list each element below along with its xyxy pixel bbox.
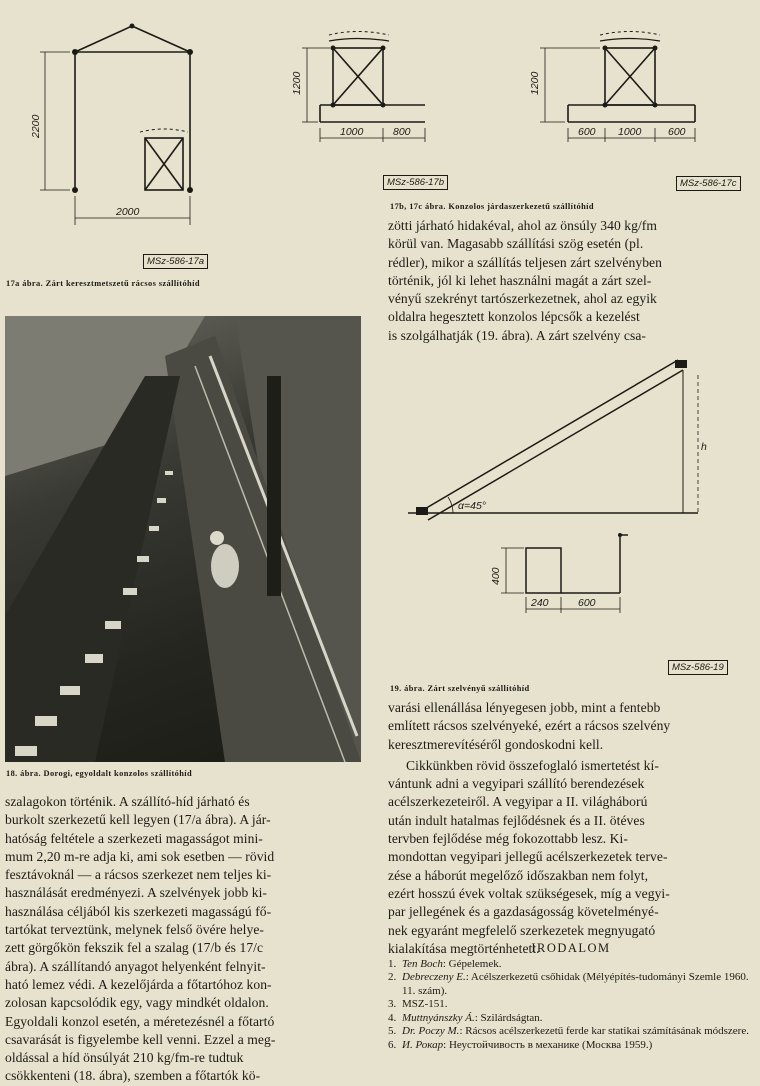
text-line: ezért hosszú évek voltak szükségesek, míg a vegyi-	[388, 885, 670, 901]
dim-240-label: 240	[531, 597, 549, 609]
ref-number: 2.	[388, 971, 397, 983]
text-line: mondottan vegyipari jellegű acélszerkezetek terve-	[388, 849, 668, 865]
reference-item	[388, 1012, 754, 1026]
text-line: nek egyaránt megfelelő szerkezetek megnyugató	[388, 922, 656, 938]
text-line: burkolt szerkezetű kell legyen (17/a ábra). A jár-	[5, 812, 271, 828]
dim-400-label: 400	[490, 567, 502, 585]
text-line: szalagokon történik. A szállító-híd járható és	[5, 794, 250, 809]
text-line: használását eredményezi. A szelvények jobb ki-	[5, 885, 267, 901]
left-column-text	[5, 793, 361, 1086]
text-line: után indult hatalmas fejlődésnek és a II. ötéves	[388, 812, 645, 828]
text-line: oldalra hegesztett konzolos lépcsők a kezelést	[388, 309, 640, 325]
angle-label: α=45°	[458, 500, 486, 512]
text-line: csavarását is figyelembe kell venni. Ezzel a meg-	[5, 1031, 276, 1047]
ref-author: Ten Boch	[402, 957, 443, 970]
ref-author: И. Рокар	[402, 1038, 444, 1051]
dim-a-label: 600	[578, 126, 596, 138]
text-line: zolosan kapcsolódik egy, vagy mindkét oldalon.	[5, 995, 269, 1011]
text-line: mum 2,20 m-re adja ki, ami sok esetben — rövid	[5, 848, 275, 864]
references-section	[388, 942, 754, 1052]
figure-17c-stamp: MSz-586-17c	[676, 176, 741, 191]
text-line: zötti járható hidakéval, ahol az önsúly 340 kg/fm	[388, 218, 657, 233]
dim-b-label: 800	[393, 126, 411, 138]
figure-17b-drawing	[285, 10, 455, 175]
figure-17c-drawing	[520, 10, 725, 175]
right-column-mid-text	[388, 699, 754, 958]
ref-text: MSZ-151.	[402, 998, 448, 1010]
dim-height-label: 2200	[30, 114, 42, 138]
text-line: hatóság feltétele a szerkezeti magasságot mini-	[5, 830, 263, 846]
text-line: Egyoldali konzol esetén, a méretezésnél a főtartó	[5, 1013, 275, 1029]
ref-number: 6.	[388, 1038, 397, 1051]
dim-height-label: 1200	[529, 71, 541, 95]
dim-a-label: 1000	[340, 126, 364, 138]
reference-item	[388, 971, 754, 998]
reference-item	[388, 1025, 754, 1039]
text-line: rédler), mikor a szállítás teljesen zárt szelvényben	[388, 254, 662, 270]
figure-17a-drawing	[20, 10, 270, 272]
figure-17a-stamp: MSz-586-17a	[143, 254, 208, 269]
ref-number: 3.	[388, 998, 397, 1010]
figure-17a-caption: 17a ábra. Zárt keresztmetszetű rácsos szállítóhíd	[6, 279, 200, 288]
text-line: acélszerkezeteiről. A vegyipar a II. világháború	[388, 794, 648, 810]
figure-19-caption: 19. ábra. Zárt szelvényű szállítóhíd	[390, 684, 530, 693]
text-line: említett rácsos szelvényeké, ezért a rácsos szelvény	[388, 718, 671, 734]
figure-18-caption: 18. ábra. Dorogi, egyoldalt konzolos szállítóhíd	[6, 769, 193, 778]
text-line: történik, jól ki lehet használni magát a zárt szel-	[388, 272, 652, 288]
dim-b-label: 1000	[618, 126, 642, 138]
figure-17bc-caption: 17b, 17c ábra. Konzolos járdaszerkezetű szállítóhíd	[390, 202, 594, 211]
ref-number: 1.	[388, 957, 397, 970]
text-line: vántunk adni a vegyipari szállító berendezések	[388, 776, 645, 792]
figure-18-photo	[5, 316, 361, 762]
dim-c-label: 600	[668, 126, 686, 138]
text-line: is szolgálhatják (19. ábra). A zárt szelvény csa-	[388, 327, 646, 343]
ref-author: Debreczeny E.	[402, 971, 466, 983]
reference-item	[388, 1039, 754, 1053]
text-line: fesztávoknál — a rácsos szerkezet nem teljes ki-	[5, 867, 272, 883]
text-line: tervben fejlődése még fokozottabb lesz. Ki-	[388, 831, 628, 847]
ref-text: : Acélszerkezetű csőhidak (Mélyépítés-tudományi Szemle 1960. 11. szám).	[402, 971, 749, 997]
text-line: kialakítása megtörténhetett.	[388, 940, 540, 956]
text-line: par jellegének és a gazdaságosság követelményé-	[388, 904, 659, 920]
text-line: használása céljából kis szerkezeti magasságú fő-	[5, 903, 272, 919]
text-line: oldással a híd önsúlyát 210 kg/fm-re tudtuk	[5, 1050, 244, 1066]
dim-height-label: 1200	[291, 71, 303, 95]
figure-19-drawing	[398, 355, 738, 630]
text-line: zett görgőkön fekszik fel a szalag (17/b és 17/c	[5, 940, 264, 956]
dim-600-label: 600	[578, 597, 596, 609]
text-line: keresztmerevítéséről gondoskodni kell.	[388, 736, 604, 752]
right-column-top-text	[388, 217, 754, 345]
ref-number: 5.	[388, 1025, 397, 1037]
text-line: körül van. Magasabb szállítási szög esetén (pl.	[388, 236, 644, 252]
reference-item	[388, 958, 754, 972]
ref-text: : Rácsos acélszerkezetű ferde kar statikai számításának módszere.	[459, 1025, 749, 1037]
ref-number: 4.	[388, 1011, 397, 1024]
text-line: ábra). A szállítandó anyagot helyenként felnyit-	[5, 958, 266, 974]
figure-17b-stamp: MSz-586-17b	[383, 175, 448, 190]
ref-text: : Szilárdságtan.	[474, 1011, 543, 1024]
h-label: h	[701, 441, 707, 453]
bridge-photo-illustration	[5, 316, 361, 762]
text-line: varási ellenállása lényegesen jobb, mint a fentebb	[388, 700, 661, 715]
figure-19-stamp: MSz-586-19	[668, 660, 728, 675]
ref-author: Muttnyánszky Á.	[402, 1011, 475, 1024]
ref-text: : Gépelemek.	[442, 957, 502, 970]
references-heading: IRODALOM	[531, 941, 611, 955]
ref-author: Dr. Poczy M.	[402, 1025, 460, 1037]
dim-width-label: 2000	[116, 206, 140, 218]
text-line: zése a háborút megelőző időszakban nem folyt,	[388, 867, 649, 883]
text-line: tartókat terveztünk, melynek felső övére helye-	[5, 922, 265, 938]
text-line: Cikkünkben rövid összefoglaló ismertetést kí-	[406, 757, 659, 773]
text-line: csökkenteni (18. ábra), szemben a főtartók kö-	[5, 1068, 261, 1084]
reference-item	[388, 998, 754, 1012]
text-line: vényű szekrényt tartószerkezetnek, ahol az egyik	[388, 291, 657, 307]
text-line: ható lemez védi. A kezelőjárda a főtartóhoz kon-	[5, 976, 272, 992]
ref-text: : Неустойчивость в механике (Москва 1959.)	[443, 1038, 653, 1051]
